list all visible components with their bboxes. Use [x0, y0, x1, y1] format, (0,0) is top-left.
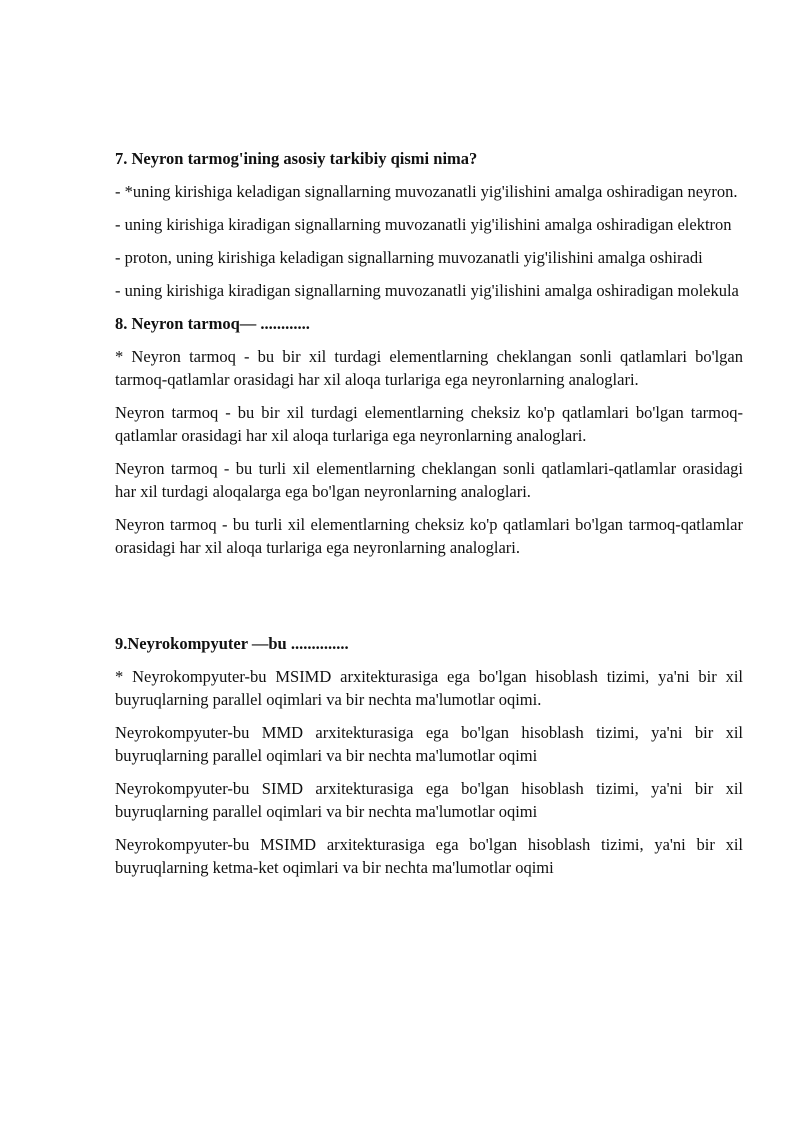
answer-option: Neyrokompyuter-bu MSIMD arxitekturasiga ega bo'lgan hisoblash tizimi, ya'ni bir xil buyruqlarning ketma-ket oqimlari va bir nechta ma'lumotlar oqimi [115, 835, 743, 877]
blank-space [115, 569, 743, 632]
answer-option: * Neyrokompyuter-bu MSIMD arxitekturasiga ega bo'lgan hisoblash tizimi, ya'ni bir xil buyruqlarning parallel oqimlari va bir nechta ma'lumotlar oqimi. [115, 667, 743, 709]
answer-option: - uning kirishiga kiradigan signallarning muvozanatli yig'ilishini amalga oshiradigan elektron [115, 215, 732, 234]
answer-option: * Neyron tarmoq - bu bir xil turdagi elementlarning cheklangan sonli qatlamlari bo'lgan tarmoq-qatlamlar orasidagi har xil aloqa turlariga ega neyronlarning analoglari. [115, 347, 743, 389]
answer-option: Neyrokompyuter-bu MMD arxitekturasiga ega bo'lgan hisoblash tizimi, ya'ni bir xil buyruqlarning parallel oqimlari va bir nechta ma'lumotlar oqimi [115, 723, 743, 765]
question-title: 9.Neyrokompyuter —bu .............. [115, 634, 349, 653]
question-9 [115, 632, 743, 879]
answer-option: - uning kirishiga kiradigan signallarning muvozanatli yig'ilishini amalga oshiradigan molekula [115, 281, 739, 300]
question-title: 7. Neyron tarmog'ining asosiy tarkibiy qismi nima? [115, 149, 478, 168]
answer-option: Neyron tarmoq - bu turli xil elementlarning cheksiz ko'p qatlamlari bo'lgan tarmoq-qatlamlar orasidagi har xil aloqa turlariga ega neyronlarning analoglari. [115, 515, 743, 557]
answer-option: Neyron tarmoq - bu turli xil elementlarning cheklangan sonli qatlamlari-qatlamlar orasidagi har xil turdagi aloqalarga ega bo'lgan neyronlarning analoglari. [115, 459, 743, 501]
answer-option: - *uning kirishiga keladigan signallarning muvozanatli yig'ilishini amalga oshiradigan neyron. [115, 182, 738, 201]
question-8 [115, 312, 743, 559]
answer-option: Neyrokompyuter-bu SIMD arxitekturasiga ega bo'lgan hisoblash tizimi, ya'ni bir xil buyruqlarning parallel oqimlari va bir nechta ma'lumotlar oqimi [115, 779, 743, 821]
answer-option: - proton, uning kirishiga keladigan signallarning muvozanatli yig'ilishini amalga oshiradi [115, 248, 703, 267]
question-7 [115, 147, 743, 302]
answer-option: Neyron tarmoq - bu bir xil turdagi elementlarning cheksiz ko'p qatlamlari bo'lgan tarmoq-qatlamlar orasidagi har xil aloqa turlariga ega neyronlarning analoglari. [115, 403, 743, 445]
document-body [115, 147, 743, 889]
question-title: 8. Neyron tarmoq— ............ [115, 314, 310, 333]
